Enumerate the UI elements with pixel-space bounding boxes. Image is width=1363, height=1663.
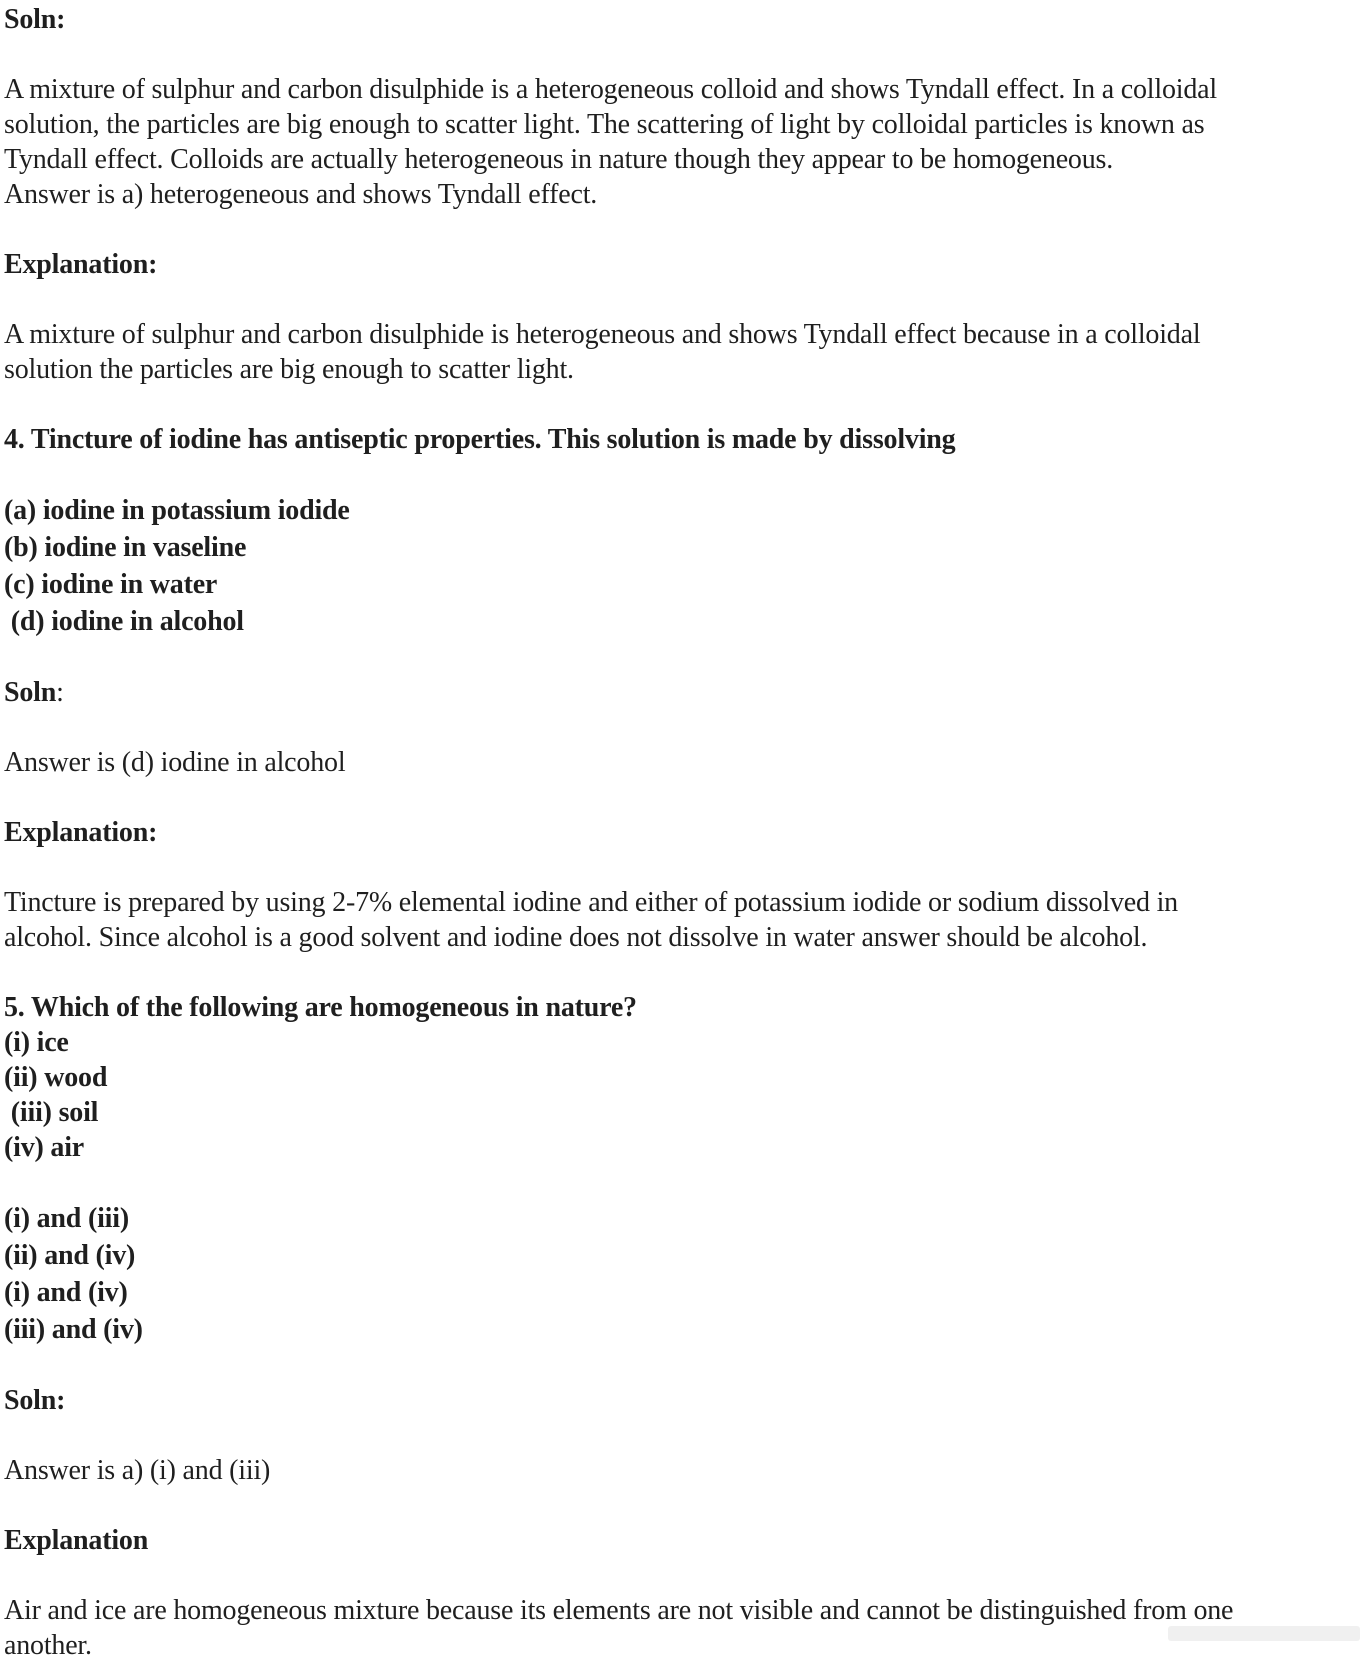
- soln-heading-1: [4, 2, 1363, 37]
- text-line: (ii) and (iv): [4, 1240, 136, 1271]
- explanation-paragraph-1: [4, 317, 1363, 387]
- text-line: alcohol. Since alcohol is a good solvent and iodine does not dissolve in water answer should be alcohol.: [4, 922, 1148, 953]
- text-segment: :: [56, 677, 64, 708]
- text-line: (iv) air: [4, 1132, 85, 1163]
- text-line: (a) iodine in potassium iodide: [4, 495, 350, 526]
- scan-artifact: [1168, 1626, 1360, 1641]
- text-line: (i) ice: [4, 1027, 69, 1058]
- question-5-group: [4, 990, 1363, 1165]
- text-line: 4. Tincture of iodine has antiseptic properties. This solution is made by dissolving: [4, 424, 956, 455]
- question-4-heading: [4, 422, 1363, 457]
- explanation-heading-3: [4, 1523, 1363, 1558]
- text-line: (i) and (iv): [4, 1277, 128, 1308]
- explanation-paragraph-2: [4, 885, 1363, 955]
- explanation-heading-1: [4, 247, 1363, 282]
- text-line: Answer is a) heterogeneous and shows Tyndall effect.: [4, 179, 598, 210]
- soln-heading-3: [4, 1383, 1363, 1418]
- text-line: A mixture of sulphur and carbon disulphide is heterogeneous and shows Tyndall effect because in a colloidal: [4, 319, 1201, 350]
- soln-answer-paragraph-3: [4, 1453, 1363, 1488]
- text-line: Tyndall effect. Colloids are actually heterogeneous in nature though they appear to be homogeneous.: [4, 144, 1114, 175]
- text-line: Air and ice are homogeneous mixture because its elements are not visible and cannot be distinguished from one: [4, 1595, 1234, 1626]
- explanation-paragraph-3: [4, 1593, 1363, 1663]
- text-line: Explanation: [4, 1525, 149, 1556]
- text-line: another.: [4, 1630, 92, 1661]
- explanation-heading-2: [4, 815, 1363, 850]
- text-line: (d) iodine in alcohol: [4, 606, 244, 637]
- text-line: Answer is (d) iodine in alcohol: [4, 747, 346, 778]
- document-body: [4, 2, 1363, 1663]
- text-line: Answer is a) (i) and (iii): [4, 1455, 271, 1486]
- text-line: (i) and (iii): [4, 1203, 129, 1234]
- text-line: Tincture is prepared by using 2-7% elemental iodine and either of potassium iodide or sodium dissolved in: [4, 887, 1178, 918]
- text-line: solution, the particles are big enough to scatter light. The scattering of light by colloidal particles is known as: [4, 109, 1205, 140]
- soln-answer-paragraph-2: [4, 745, 1363, 780]
- text-line: (iii) and (iv): [4, 1314, 143, 1345]
- soln-heading-2: [4, 675, 1363, 710]
- soln-answer-paragraph-1: [4, 72, 1363, 212]
- text-segment: Soln: [4, 677, 57, 708]
- text-line: Explanation:: [4, 817, 158, 848]
- text-line: (c) iodine in water: [4, 569, 218, 600]
- text-line: Explanation:: [4, 249, 158, 280]
- text-line: (iii) soil: [4, 1097, 99, 1128]
- text-line: A mixture of sulphur and carbon disulphide is a heterogeneous colloid and shows Tyndall effect. In a colloidal: [4, 74, 1217, 105]
- text-line: (b) iodine in vaseline: [4, 532, 247, 563]
- text-line: 5. Which of the following are homogeneous in nature?: [4, 992, 637, 1023]
- text-line: (ii) wood: [4, 1062, 108, 1093]
- text-line: solution the particles are big enough to scatter light.: [4, 354, 574, 385]
- text-line: Soln:: [4, 1385, 66, 1416]
- text-line: Soln:: [4, 4, 66, 35]
- text-line: [4, 675, 1363, 710]
- question-4-options: [4, 492, 1363, 640]
- question-5-answer-options: [4, 1200, 1363, 1348]
